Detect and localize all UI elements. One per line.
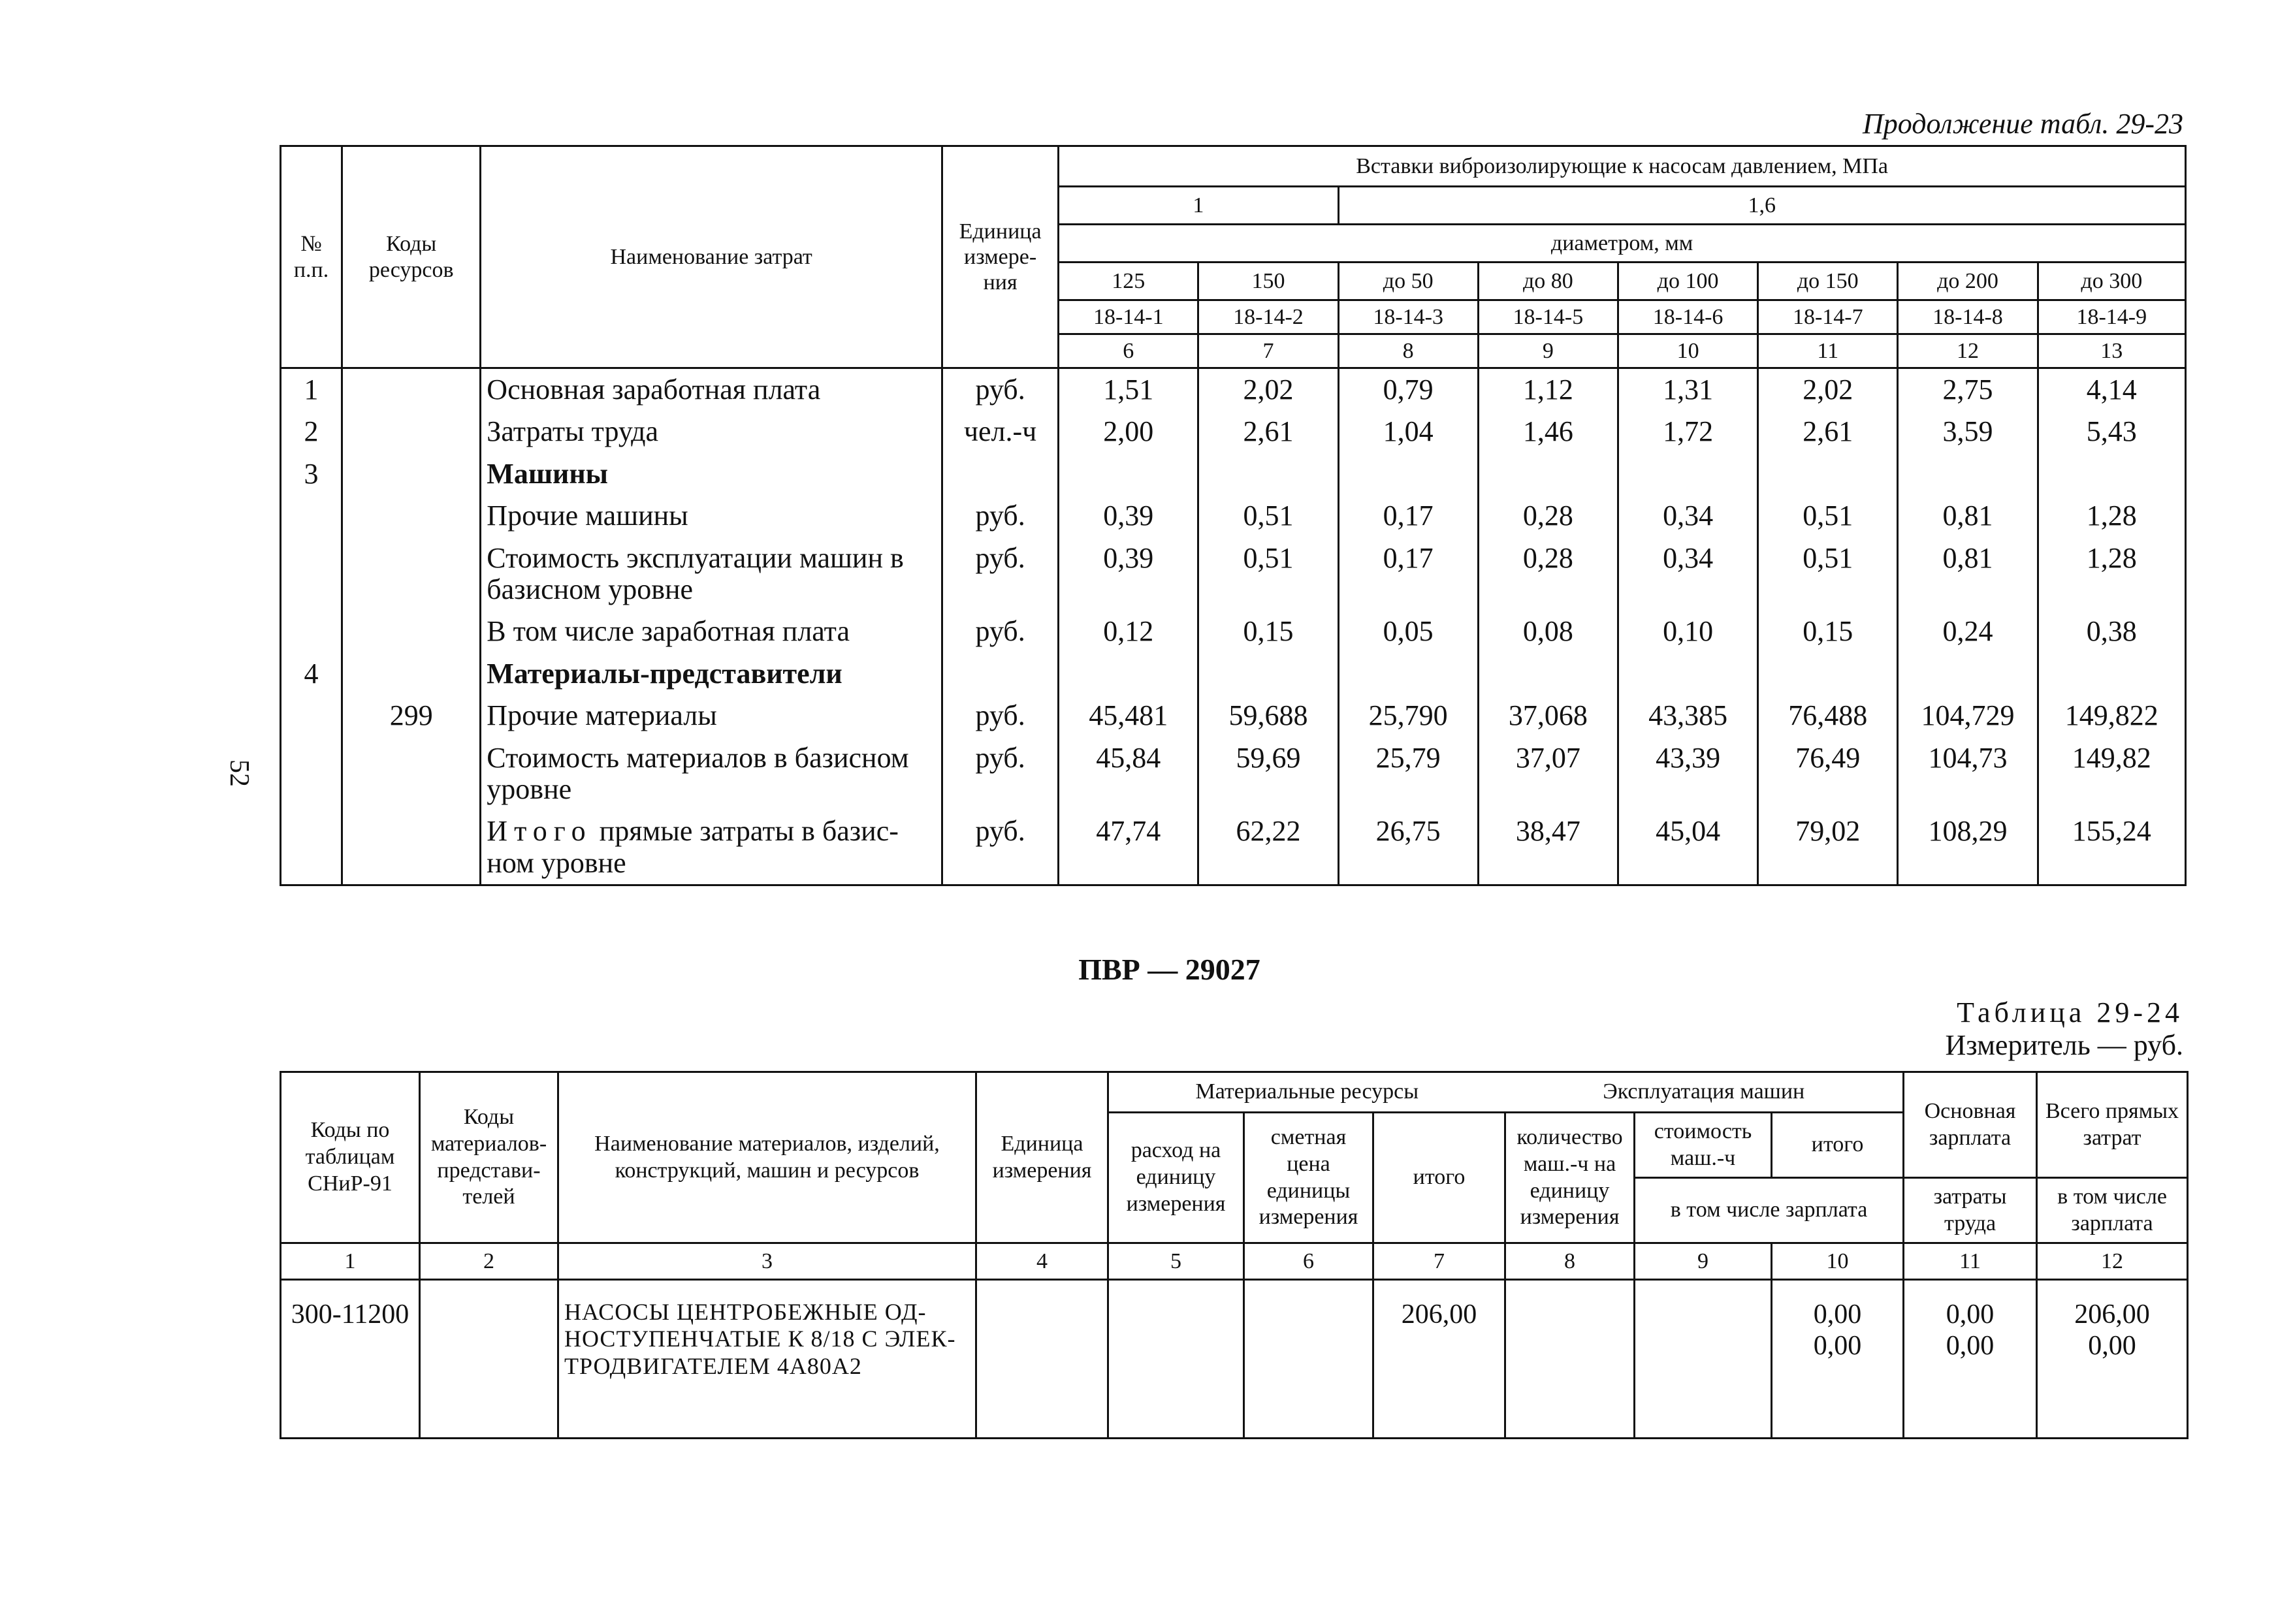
header-diameter: до 150 (1758, 263, 1898, 300)
header-diameter-label: диаметром, мм (1059, 225, 2186, 263)
header-machines-total: итого (1772, 1113, 1904, 1178)
header-code: 18-14-8 (1898, 300, 2038, 334)
row-value: 0,10 (1618, 611, 1757, 652)
row-value: 108,29 (1898, 810, 2038, 885)
header-col-number: 5 (1108, 1243, 1244, 1280)
header-material-name: Наименование материалов, изделий, конструкций, машин и ресурсов (558, 1072, 976, 1243)
row-base-salary (1904, 1280, 2037, 1439)
row-value (1898, 653, 2038, 695)
header-col-number: 10 (1618, 334, 1757, 368)
table-row (281, 695, 2186, 737)
row-value: 0,39 (1059, 537, 1198, 611)
header-machine-operation: Эксплуатация машин (1505, 1072, 1904, 1113)
header-incl-salary: в том числе зарплата (1635, 1178, 1904, 1243)
pvr-title: ПВР — 29027 (1078, 953, 1260, 986)
row-unit (942, 453, 1059, 495)
row-unit (942, 653, 1059, 695)
row-machine-hours (1505, 1280, 1635, 1439)
row-resource-code (342, 810, 481, 885)
row-value: 0,15 (1758, 611, 1898, 652)
row-value: 0,79 (1338, 368, 1478, 411)
row-resource-code (342, 411, 481, 453)
header-estimated-price: сметная цена единицы измерения (1244, 1113, 1373, 1243)
header-group-title: Вставки виброизолирующие к насосам давлением, МПа (1059, 146, 2186, 187)
row-machines-total (1772, 1280, 1904, 1439)
header-col-number: 8 (1505, 1243, 1635, 1280)
row-value: 0,17 (1338, 537, 1478, 611)
row-value: 0,08 (1478, 611, 1618, 652)
header-labor: затраты труда (1904, 1178, 2037, 1243)
row-labor-value: 0,00 (1946, 1331, 1995, 1361)
row-cost-name-emphasis: Итого (487, 815, 592, 848)
row-unit: руб. (942, 537, 1059, 611)
row-value (1338, 453, 1478, 495)
row-machines-total-value: 0,00 (1813, 1299, 1862, 1329)
row-value: 45,481 (1059, 695, 1198, 737)
header-machine-hour-cost: стоимость маш.-ч (1635, 1113, 1772, 1178)
row-value: 0,17 (1338, 495, 1478, 537)
header-code: 18-14-5 (1478, 300, 1618, 334)
row-material-name: НАСОСЫ ЦЕНТРОБЕЖНЫЕ ОД-НОСТУПЕНЧАТЫЕ К 8/18 С ЭЛЕК-ТРОДВИГАТЕЛЕМ 4А80А2 (558, 1280, 976, 1439)
row-value: 0,12 (1059, 611, 1198, 652)
row-no (281, 611, 342, 652)
header-total-incl-salary: в том числе зарплата (2037, 1178, 2188, 1243)
row-cost-name: В том числе заработная плата (481, 611, 942, 652)
row-cost-name (481, 810, 942, 885)
row-value (1198, 653, 1338, 695)
row-value (1059, 453, 1198, 495)
row-resource-code (342, 495, 481, 537)
header-total-direct: Всего прямых затрат (2037, 1072, 2188, 1178)
table-row (281, 453, 2186, 495)
row-value: 0,05 (1338, 611, 1478, 652)
row-value (1758, 453, 1898, 495)
row-value: 155,24 (2038, 810, 2185, 885)
row-value: 1,72 (1618, 411, 1757, 453)
page-number: 52 (224, 759, 254, 787)
header-code: 18-14-3 (1338, 300, 1478, 334)
header-rate-per-unit: расход на единицу измерения (1108, 1113, 1244, 1243)
header-code: 18-14-2 (1198, 300, 1338, 334)
header-col-number: 2 (420, 1243, 558, 1280)
row-value: 0,51 (1758, 537, 1898, 611)
header-code: 18-14-7 (1758, 300, 1898, 334)
row-value: 37,068 (1478, 695, 1618, 737)
row-cost-name: Материалы-представители (481, 653, 942, 695)
row-value (2038, 453, 2185, 495)
header-pressure-2: 1,6 (1338, 187, 2185, 225)
row-unit: чел.-ч (942, 411, 1059, 453)
row-value: 1,51 (1059, 368, 1198, 411)
row-value: 62,22 (1198, 810, 1338, 885)
table-row (281, 537, 2186, 611)
row-resource-code: 299 (342, 695, 481, 737)
row-value: 2,75 (1898, 368, 2038, 411)
row-value: 25,79 (1338, 737, 1478, 811)
row-unit: руб. (942, 368, 1059, 411)
row-value: 0,38 (2038, 611, 2185, 652)
row-value (1059, 653, 1198, 695)
row-value (1478, 653, 1618, 695)
row-value: 149,82 (2038, 737, 2185, 811)
row-cost-name: Основная заработная плата (481, 368, 942, 411)
header-unit: Единица измерения (976, 1072, 1108, 1243)
header-col-number: 11 (1904, 1243, 2037, 1280)
resource-table-29-24 (280, 1071, 2189, 1439)
header-col-number: 12 (1898, 334, 2038, 368)
table-label: Таблица 29-24 (1957, 996, 2183, 1028)
row-total-direct (2037, 1280, 2188, 1439)
header-col-number: 9 (1478, 334, 1618, 368)
row-no: 2 (281, 411, 342, 453)
header-col-number: 9 (1635, 1243, 1772, 1280)
row-value: 0,51 (1758, 495, 1898, 537)
row-unit: руб. (942, 611, 1059, 652)
row-cost-name: Стоимость материалов в базисном уровне (481, 737, 942, 811)
row-value (1198, 453, 1338, 495)
row-no: 3 (281, 453, 342, 495)
row-value (1338, 653, 1478, 695)
row-total-incl-salary-value: 0,00 (2088, 1331, 2136, 1361)
row-value: 104,73 (1898, 737, 2038, 811)
row-resource-code (342, 453, 481, 495)
header-unit: Единица измере-ния (942, 146, 1059, 368)
header-diameter: 125 (1059, 263, 1198, 300)
row-no: 1 (281, 368, 342, 411)
table-row (281, 411, 2186, 453)
row-value: 0,51 (1198, 537, 1338, 611)
row-machines-salary-value: 0,00 (1813, 1331, 1862, 1361)
row-value: 76,49 (1758, 737, 1898, 811)
row-cost-name: Затраты труда (481, 411, 942, 453)
row-no (281, 537, 342, 611)
row-unit: руб. (942, 495, 1059, 537)
row-value: 0,81 (1898, 537, 2038, 611)
row-value: 0,28 (1478, 495, 1618, 537)
header-col-number: 12 (2037, 1243, 2188, 1280)
header-name: Наименование затрат (481, 146, 942, 368)
row-value: 43,385 (1618, 695, 1757, 737)
row-cost-name: Прочие материалы (481, 695, 942, 737)
row-no (281, 695, 342, 737)
row-cost-name-rest: прямые затраты в базис-ном уровне (487, 815, 899, 879)
row-value: 1,28 (2038, 537, 2185, 611)
row-value: 43,39 (1618, 737, 1757, 811)
continuation-label: Продолжение табл. 29-23 (1863, 108, 2183, 140)
row-value (1898, 453, 2038, 495)
row-value: 2,61 (1758, 411, 1898, 453)
header-code: 18-14-6 (1618, 300, 1757, 334)
cost-table-29-23 (280, 145, 2187, 886)
header-col-number: 4 (976, 1243, 1108, 1280)
row-value: 1,28 (2038, 495, 2185, 537)
row-machine-hour-cost (1635, 1280, 1772, 1439)
table-row (281, 653, 2186, 695)
table-row (281, 737, 2186, 811)
header-diameter: до 200 (1898, 263, 2038, 300)
row-value: 0,34 (1618, 495, 1757, 537)
row-materials-total: 206,00 (1373, 1280, 1505, 1439)
row-no: 4 (281, 653, 342, 695)
header-col-number: 8 (1338, 334, 1478, 368)
row-value: 0,51 (1198, 495, 1338, 537)
row-value: 3,59 (1898, 411, 2038, 453)
header-diameter: до 100 (1618, 263, 1757, 300)
row-value: 26,75 (1338, 810, 1478, 885)
header-code: 18-14-1 (1059, 300, 1198, 334)
row-value: 2,02 (1758, 368, 1898, 411)
header-diameter: до 80 (1478, 263, 1618, 300)
row-value: 149,822 (2038, 695, 2185, 737)
header-col-number: 11 (1758, 334, 1898, 368)
header-col-number: 6 (1059, 334, 1198, 368)
row-estimated-price (1244, 1280, 1373, 1439)
table-row (281, 810, 2186, 885)
header-diameter: 150 (1198, 263, 1338, 300)
row-value: 59,688 (1198, 695, 1338, 737)
row-value: 59,69 (1198, 737, 1338, 811)
row-value: 2,00 (1059, 411, 1198, 453)
row-value: 76,488 (1758, 695, 1898, 737)
header-col-number: 6 (1244, 1243, 1373, 1280)
row-value: 1,31 (1618, 368, 1757, 411)
header-diameter: до 50 (1338, 263, 1478, 300)
row-value: 1,04 (1338, 411, 1478, 453)
row-unit (976, 1280, 1108, 1439)
row-value: 47,74 (1059, 810, 1198, 885)
header-no: № п.п. (281, 146, 342, 368)
row-total-direct-value: 206,00 (2074, 1299, 2150, 1329)
row-value (1618, 653, 1757, 695)
row-base-salary-value: 0,00 (1946, 1299, 1995, 1329)
row-value: 45,84 (1059, 737, 1198, 811)
row-value: 25,790 (1338, 695, 1478, 737)
row-cost-name: Стоимость эксплуатации машин в базисном уровне (481, 537, 942, 611)
row-value: 0,15 (1198, 611, 1338, 652)
table-row (281, 368, 2186, 411)
table-row (281, 495, 2186, 537)
row-unit: руб. (942, 737, 1059, 811)
row-no (281, 810, 342, 885)
row-value: 104,729 (1898, 695, 2038, 737)
header-material-resources: Материальные ресурсы (1108, 1072, 1505, 1113)
row-rate-per-unit (1108, 1280, 1244, 1439)
row-snir-code: 300-11200 (281, 1280, 420, 1439)
row-material-code (420, 1280, 558, 1439)
row-no (281, 495, 342, 537)
row-value: 0,34 (1618, 537, 1757, 611)
row-value (1478, 453, 1618, 495)
row-value: 2,02 (1198, 368, 1338, 411)
row-value (1758, 653, 1898, 695)
header-col-number: 7 (1373, 1243, 1505, 1280)
row-cost-name: Прочие машины (481, 495, 942, 537)
table-row (281, 611, 2186, 652)
row-value: 45,04 (1618, 810, 1757, 885)
header-col-number: 13 (2038, 334, 2185, 368)
row-value: 1,46 (1478, 411, 1618, 453)
row-value: 2,61 (1198, 411, 1338, 453)
row-value (1618, 453, 1757, 495)
header-codes: Коды ресурсов (342, 146, 481, 368)
header-col-number: 1 (281, 1243, 420, 1280)
header-code: 18-14-9 (2038, 300, 2185, 334)
header-col-number: 10 (1772, 1243, 1904, 1280)
row-value: 5,43 (2038, 411, 2185, 453)
meter-label: Измеритель — руб. (1945, 1029, 2183, 1061)
row-cost-name: Машины (481, 453, 942, 495)
row-value: 0,24 (1898, 611, 2038, 652)
row-resource-code (342, 653, 481, 695)
row-unit: руб. (942, 810, 1059, 885)
row-resource-code (342, 537, 481, 611)
header-machine-hours: количество маш.-ч на единицу измерения (1505, 1113, 1635, 1243)
row-value: 0,28 (1478, 537, 1618, 611)
row-value: 38,47 (1478, 810, 1618, 885)
row-value: 37,07 (1478, 737, 1618, 811)
header-base-salary: Основная зарплата (1904, 1072, 2037, 1178)
header-materials-total: итого (1373, 1113, 1505, 1243)
header-pressure-1: 1 (1059, 187, 1338, 225)
header-col-number: 7 (1198, 334, 1338, 368)
row-value: 79,02 (1758, 810, 1898, 885)
row-value: 0,39 (1059, 495, 1198, 537)
header-diameter: до 300 (2038, 263, 2185, 300)
row-value: 1,12 (1478, 368, 1618, 411)
header-snir-codes: Коды по таблицам СНиР-91 (281, 1072, 420, 1243)
row-unit: руб. (942, 695, 1059, 737)
row-resource-code (342, 611, 481, 652)
header-material-codes: Коды материалов-представи-телей (420, 1072, 558, 1243)
row-resource-code (342, 737, 481, 811)
header-col-number: 3 (558, 1243, 976, 1280)
row-value: 4,14 (2038, 368, 2185, 411)
row-no (281, 737, 342, 811)
row-resource-code (342, 368, 481, 411)
row-value (2038, 653, 2185, 695)
row-value: 0,81 (1898, 495, 2038, 537)
